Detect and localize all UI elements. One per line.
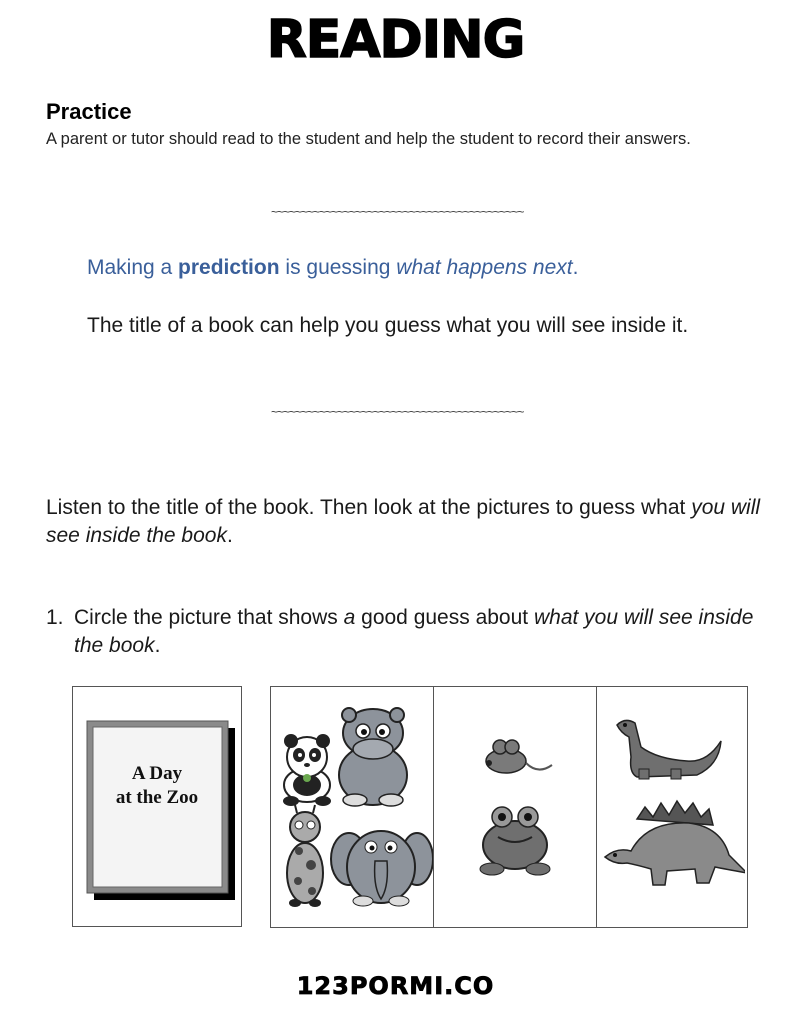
practice-description: A parent or tutor should read to the student and help the student to record their answers.	[46, 130, 691, 148]
zoo-animals-picture	[271, 687, 433, 926]
page-title: READING	[266, 10, 525, 70]
giraffe-icon	[287, 805, 323, 907]
practice-heading: Practice	[46, 99, 132, 124]
question-emphasis: what you will see inside the book	[74, 606, 754, 657]
dinosaurs-picture	[597, 687, 745, 926]
dinosaur-icon	[617, 720, 721, 779]
definition-emphasis: what happens next	[396, 256, 573, 279]
footer-brand: 123PORMI.CO	[296, 972, 495, 1000]
instruction-emphasis: you will see inside the book	[46, 496, 761, 547]
book-cover	[73, 687, 240, 925]
frog-icon	[480, 807, 550, 875]
instruction-part: Listen to the title of the book. Then look at the pictures to guess what	[46, 496, 692, 519]
definition-text: Making a	[87, 256, 179, 279]
instruction-text	[46, 494, 766, 550]
answer-options	[270, 686, 748, 928]
option-dinosaurs[interactable]	[597, 687, 746, 927]
question-emphasis: a	[343, 606, 356, 629]
mouse-icon	[486, 740, 552, 773]
book-title-line2: at the Zoo	[115, 787, 199, 808]
book-title-line1: A Day	[131, 763, 183, 784]
question-text	[74, 604, 764, 660]
book-cover-box	[72, 686, 242, 927]
question-number: 1.	[46, 606, 64, 629]
stegosaurus-icon	[605, 801, 745, 885]
instruction-part: .	[226, 524, 233, 547]
question-part: .	[154, 634, 161, 657]
elephant-icon	[331, 831, 433, 906]
prediction-definition	[87, 256, 578, 280]
option-zoo-animals[interactable]	[271, 687, 434, 927]
definition-text: is guessing	[279, 256, 397, 279]
title-hint: The title of a book can help you guess what you will see inside it.	[87, 314, 689, 337]
panda-icon	[283, 734, 331, 806]
question-part: Circle the picture that shows	[74, 606, 344, 629]
small-animals-picture	[434, 687, 596, 926]
definition-text: .	[572, 256, 579, 279]
hippo-icon	[339, 708, 407, 806]
definition-term: prediction	[178, 256, 280, 279]
divider-bottom: ~~~~~~~~~~~~~~~~~~~~~~~~~~~~~~~~~~~~~~~~~~	[271, 405, 524, 419]
divider-top: ~~~~~~~~~~~~~~~~~~~~~~~~~~~~~~~~~~~~~~~~~~	[271, 205, 524, 219]
option-small-animals[interactable]	[434, 687, 597, 927]
question-part: good guess about	[355, 606, 534, 629]
